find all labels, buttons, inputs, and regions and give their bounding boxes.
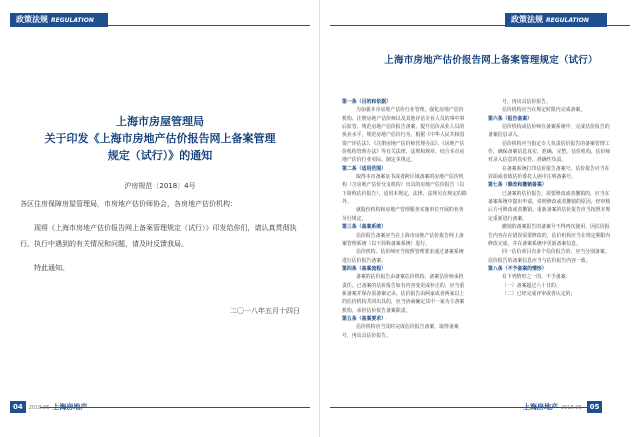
article-paragraph: 已备案的估价报告，需要修改或者撤销的，应当在备案系统中提出申请，说明修改或者撤销的原因，经审核后方可修改或者撤销。重新备案的估价报告应当按照本规定重新进行备案。: [488, 190, 611, 222]
regulation-column-2: [488, 98, 613, 298]
article-heading: 第三条（备案系统）: [342, 224, 387, 231]
notice-addressee: 各区住房保障房屋管理局，市房地产估价师协会，各房地产估价机构：: [20, 200, 237, 208]
article-heading: 第八条（不予备案的情形）: [488, 265, 547, 272]
header-rule: [10, 25, 310, 26]
footer-brand: 上海房地产: [52, 402, 88, 411]
article-paragraph: 取得本市备案证书或者跨区域备案的房地产估价机构（含房地产估价分支机构）出具的房地产估价报告（以下简称估价报告），适用本规定。法律、法规另有规定的除外。: [342, 174, 467, 206]
footer-left: [10, 401, 87, 413]
article-paragraph: 在备案系统打印估价报告备案号，估价报告应当在封面或者致估价委托人函中注明备案号。: [488, 165, 610, 181]
document-number: 沪房规范〔2018〕4号: [124, 182, 196, 190]
article-heading: 第四条（备案流程）: [342, 265, 387, 272]
article-paragraph: （二）已经完成评审或者认定的；: [502, 290, 576, 297]
article-paragraph: 同一估价项目有多个估价报告的，应当分别备案。估价报告的备案信息应当与估价报告内容一致。: [488, 249, 610, 264]
article-paragraph: 估价机构应当在规定时限内完成备案。: [502, 107, 586, 114]
article-paragraph: 有下列情形之一的，不予备案：: [502, 274, 571, 281]
article-paragraph: 估价机构应当指定专人负责估价报告的备案管理工作，确保备案信息真实、准确、完整。估价机构、估价师对录入信息的真实性、准确性负责。: [488, 140, 611, 164]
article-paragraph: 为加强本市房地产估价行业管理，强化房地产估价机构、注册房地产估价师以及其他评估专业人员的事中事后监管，规范房地产估价报告备案，提升估价从业人员的执业水平，规范房地产估价行为，根据《中华人民共和国资产评估法》、《注册房地产估价师管理办法》、《房地产估价机构管理办法》等有关法律、法规和规章，结合本市房地产估价行业实际，制定本规定。: [342, 107, 465, 164]
article-heading: 第七条（修改和撤销备案）: [488, 182, 547, 189]
article-paragraph: 估价报告备案应当在上海市房地产估价报告网上备案管理系统（以下简称备案系统）进行。: [342, 232, 464, 247]
notice-date: 二〇一八年五月十四日: [230, 307, 300, 315]
article-paragraph: 估价机构或估价师在备案系统中，完成估价报告的备案信息录入。: [488, 124, 610, 139]
regulation-column-1: [342, 98, 467, 340]
regulation-title: 上海市房地产估价报告网上备案管理规定（试行）: [384, 55, 598, 66]
section-header-cn: 政策法规: [511, 15, 543, 24]
page-number: 05: [587, 401, 603, 413]
notice-title-line-3: 规定（试行）》的通知: [107, 149, 213, 162]
footer-issue: 2018.06: [561, 405, 582, 411]
article-paragraph: 就股份机构和房地产管理服务实施单位开展的业务另行规定。: [342, 207, 464, 222]
header-rule: [330, 25, 630, 26]
notice-title-line-2: 关于印发《上海市房地产估价报告网上备案管理: [44, 132, 276, 145]
section-header-cn: 政策法规: [16, 15, 48, 24]
notice-body: [20, 196, 302, 276]
notice-title-line-1: 上海市房屋管理局: [116, 115, 204, 128]
page-number: 04: [10, 401, 26, 413]
article-paragraph: 撤销的备案报告的备案号不得再次使用。因估价报告内容存在错误需要修改的，估价机构应当在规定期限内修改完成，并在备案系统中更新备案信息。: [488, 224, 611, 247]
footer-brand: 上海房地产: [523, 402, 558, 411]
article-paragraph: 估价机构、估价师应当按照管理要求通过备案系统进行估价报告备案。: [342, 249, 464, 264]
article-heading: 第二条（适用范围）: [342, 165, 387, 172]
notice-paragraph: 现将《上海市房地产估价报告网上备案管理规定（试行）》印发给你们，请认真贯彻执行。执行中遇到的有关情况和问题，请及时反馈我局。: [20, 224, 297, 248]
section-header-en: REGULATION: [546, 17, 589, 24]
article-paragraph: （一）备案超过六十日的；: [502, 282, 561, 289]
article-heading: 第一条（目的和依据）: [342, 99, 391, 105]
footer-issue: 2018.06: [28, 405, 50, 411]
article-heading: 第六条（报告备案）: [488, 115, 533, 122]
notice-closing: 特此通知。: [34, 264, 69, 272]
section-header-en: REGULATION: [51, 17, 94, 24]
footer-right: [520, 401, 602, 413]
article-paragraph: 估价机构应当及时完成估价报告备案，取得备案号，再出具估价报告。: [342, 324, 459, 339]
article-paragraph: 号，再出具估价报告。: [502, 99, 551, 105]
right-page: [320, 0, 640, 437]
article-heading: 第五条（备案要求）: [342, 315, 387, 322]
article-paragraph: 备案的估价报告由备案估价机构、备案估价师承担责任。已备案的估价报告如有内容变更或补正的，应当重新备案并保存原备案记录。估价报告由两家或者两家以上的估价机构共同出具的，应当协商确定其中一家为主备案机构，承担估价报告备案职责。: [342, 274, 465, 314]
